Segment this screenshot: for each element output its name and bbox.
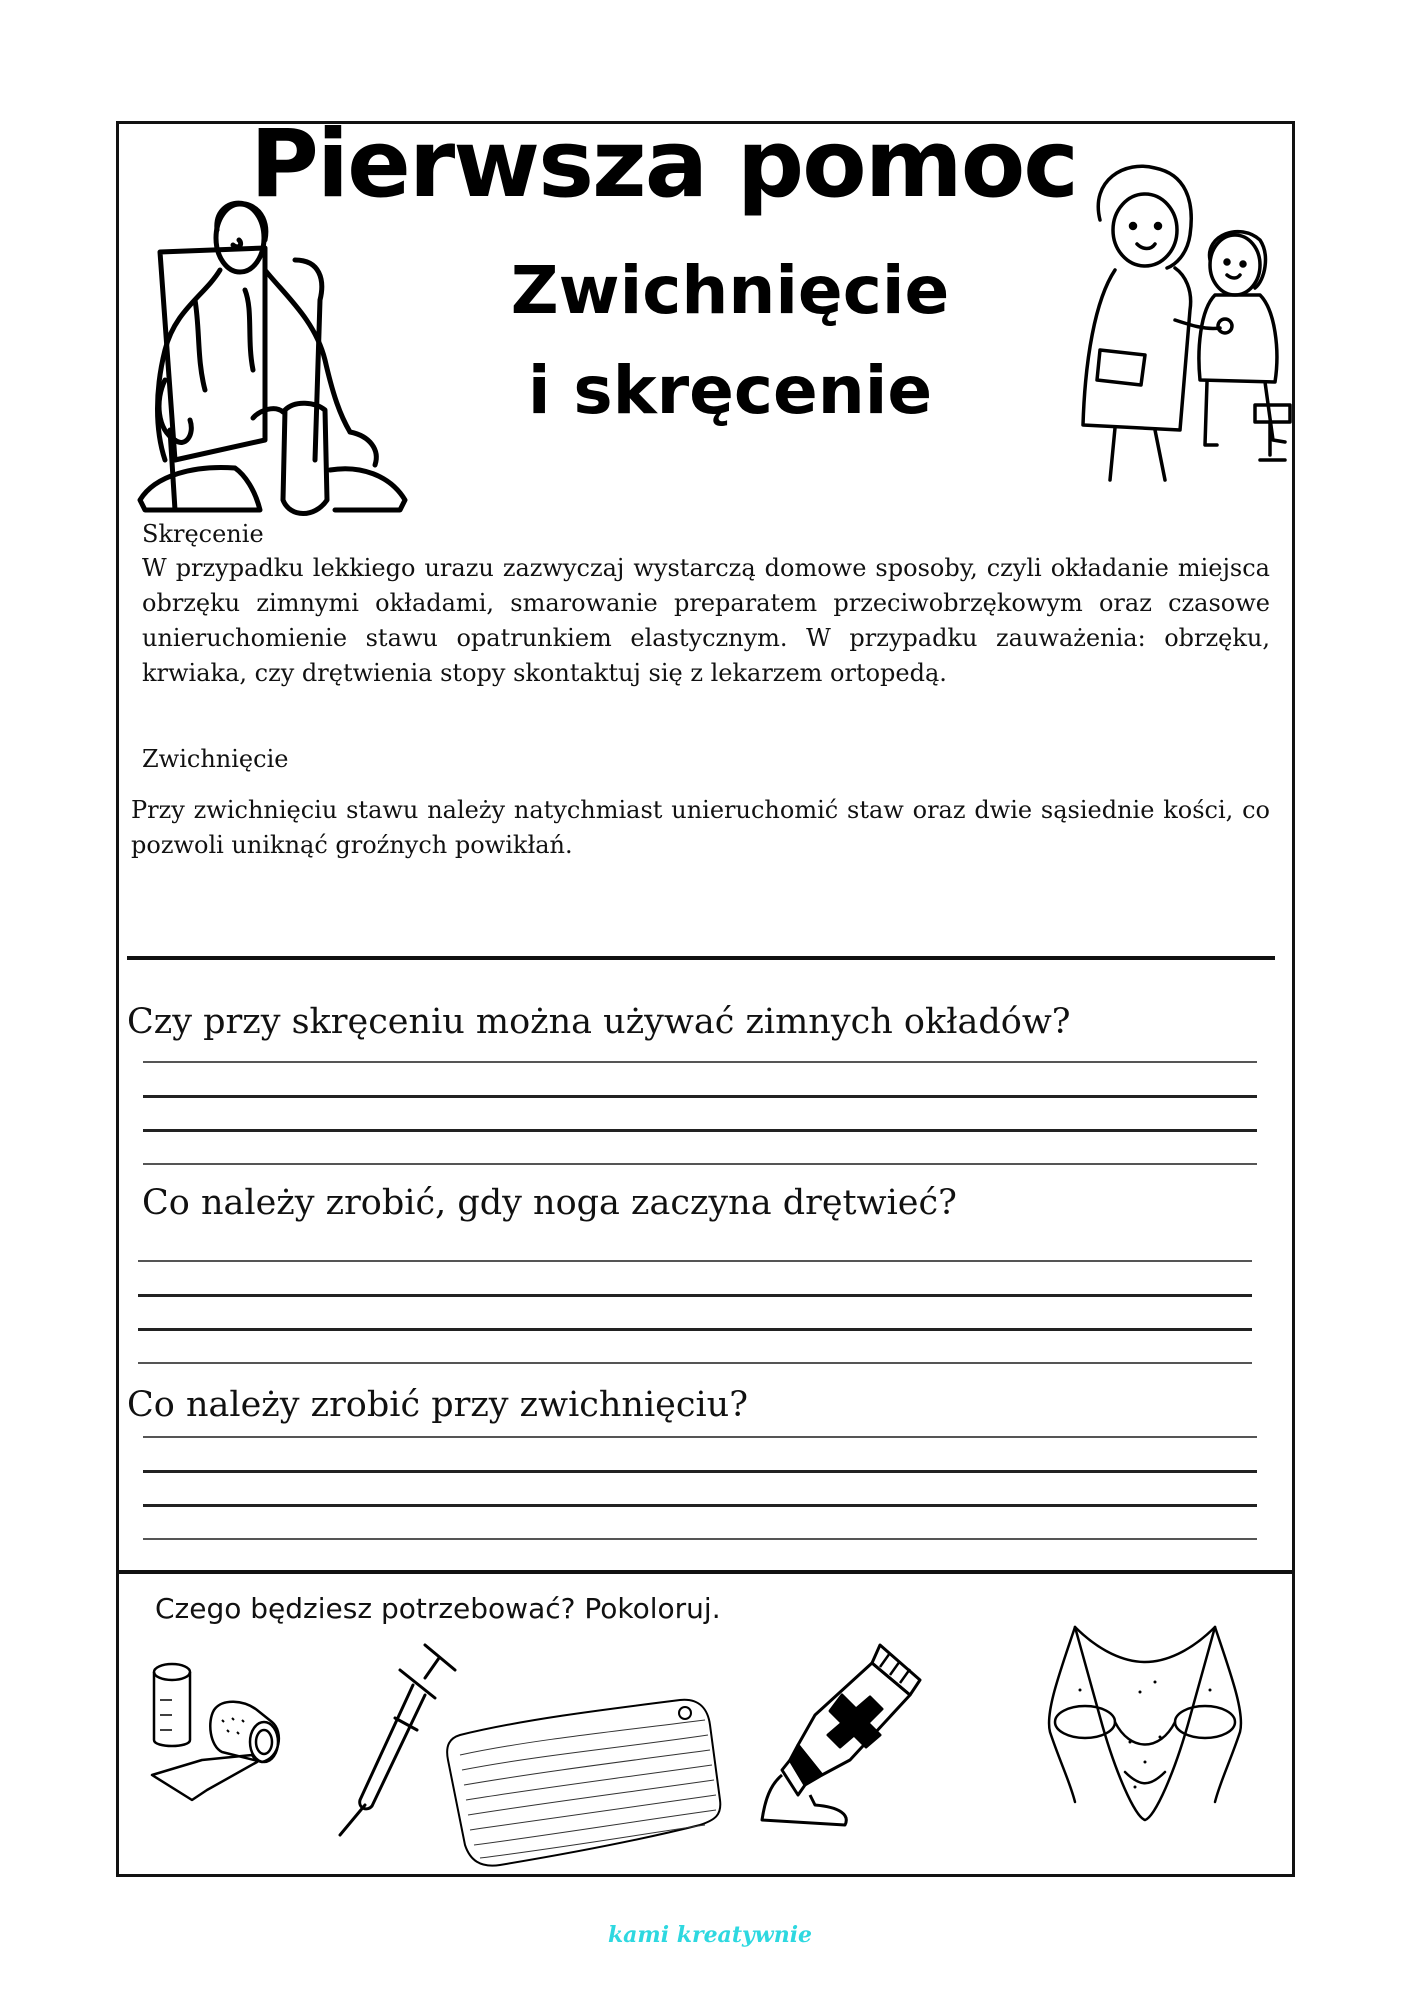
ointment-tube-icon[interactable] xyxy=(760,1635,960,1835)
answer-line[interactable] xyxy=(143,1538,1257,1540)
answer-line[interactable] xyxy=(143,1163,1257,1165)
watermark: kami kreatywnie xyxy=(607,1922,813,1948)
answer-line[interactable] xyxy=(143,1061,1257,1063)
bandage-roll-icon[interactable] xyxy=(152,1660,312,1800)
answer-line[interactable] xyxy=(138,1260,1252,1262)
answer-line[interactable] xyxy=(143,1129,1257,1132)
section-heading-sprain: Skręcenie xyxy=(142,520,264,548)
answer-line[interactable] xyxy=(138,1362,1252,1364)
page-subtitle-line2: i skręcenie xyxy=(527,352,933,429)
question-3: Co należy zrobić przy zwichnięciu? xyxy=(127,1385,748,1425)
section-heading-dislocation: Zwichnięcie xyxy=(142,745,289,773)
answer-line[interactable] xyxy=(143,1470,1257,1473)
answer-line[interactable] xyxy=(143,1095,1257,1098)
question-1: Czy przy skręceniu można używać zimnych okładów? xyxy=(127,1002,1071,1042)
page-title: Pierwsza pomoc xyxy=(250,110,1077,219)
answer-line[interactable] xyxy=(138,1328,1252,1331)
coloring-instruction: Czego będziesz potrzebować? Pokoloruj. xyxy=(155,1592,721,1625)
answer-line[interactable] xyxy=(143,1504,1257,1507)
answer-line[interactable] xyxy=(143,1436,1257,1438)
section-text-dislocation: Przy zwichnięciu stawu należy natychmiast unieruchomić staw oraz dwie sąsiednie kości, co pozwoli uniknąć groźnych powikłań. xyxy=(131,796,1270,859)
section-divider xyxy=(127,956,1275,960)
patient-in-armchair-icon xyxy=(135,200,425,520)
coloring-divider xyxy=(116,1570,1295,1574)
triangular-sling-icon[interactable] xyxy=(1045,1622,1245,1832)
page-subtitle-line1: Zwichnięcie xyxy=(510,252,950,329)
doctor-and-child-icon xyxy=(1075,160,1300,480)
section-text-sprain: W przypadku lekkiego urazu zazwyczaj wystarczą domowe sposoby, czyli okładanie miejsca obrzęku zimnymi okładami, smarowanie preparatem przeciwobrzękowym oraz czasowe unieruchomienie stawu opatrunkiem elastycznym. W przypadku zauważenia: obrzęku, krwiaka, czy drętwienia stopy skontaktuj się z lekarzem ortopedą. xyxy=(142,554,1270,687)
wooden-splint-icon[interactable] xyxy=(440,1680,730,1880)
answer-line[interactable] xyxy=(138,1294,1252,1297)
question-2: Co należy zrobić, gdy noga zaczyna drętwieć? xyxy=(142,1183,957,1223)
